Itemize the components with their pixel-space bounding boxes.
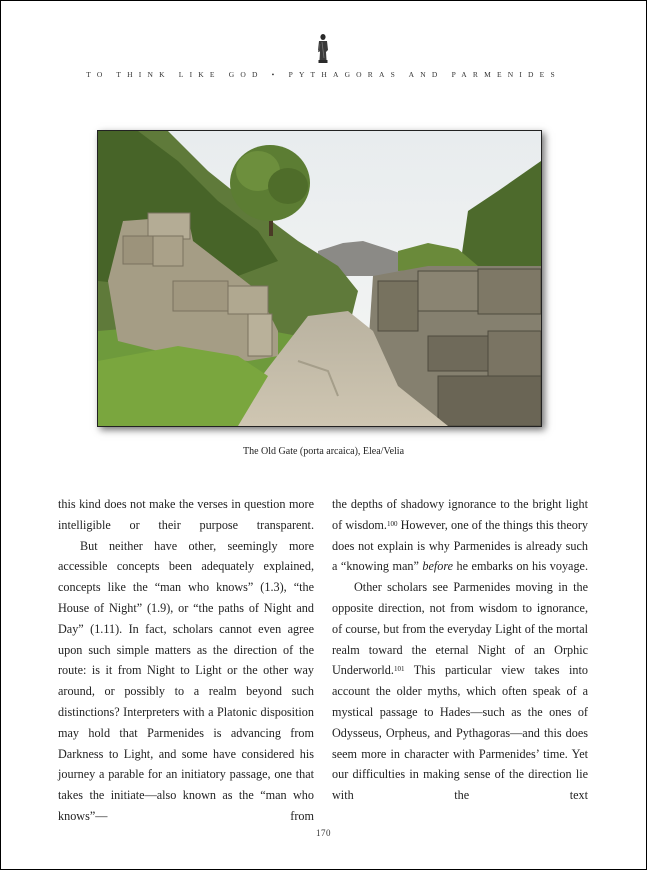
old-gate-photo (98, 131, 541, 426)
page-number: 170 (316, 828, 331, 838)
left-paragraph-2: But neither have other, seemingly more accessible concepts been adequately explained, concepts like the “man who knows” (1.3), “the House of Night” (1.9), or “the paths of Night and Day” (1.11). In fact, scholars cannot even agree upon such simple matters as the direction of the route: is it from Night to Light or the other way around, or possibly to a realm beyond such distinctions? Interpreters with a Platonic disposition may hold that Parmenides is advancing from Darkness to Light, and some have considered his journey a parable for an initiatory passage, one that takes the initiate—also known as the “man who knows”— from (58, 538, 314, 823)
footnote-ref-100[interactable]: 100 (386, 519, 398, 528)
statue-icon (315, 32, 331, 64)
right-paragraph-2: Other scholars see Parmenides moving in the opposite direction, not from wisdom to ignorance, of course, but from the everyday Light of the mortal realm toward the eternal Night of an Orphic Underworld.$^{101}$ This particular view takes into account the older myths, which often speak of a mystical passage to Hades—such as the ones of Odysseus, Orpheus, and Pythagoras—and this does seem more in character with Parmenides’ time. Yet our difficulties in making sense of the direction lie with the text (332, 580, 588, 803)
figure-photo (97, 130, 542, 427)
running-head: TO THINK LIKE GOD • PYTHAGORAS AND PARMENIDES (86, 70, 561, 79)
left-column (58, 494, 314, 827)
left-paragraph-1: this kind does not make the verses in question more intelligible or their purpose transparent. (58, 497, 314, 532)
right-paragraph-1: the depths of shadowy ignorance to the bright light of wisdom.$^{100}$ However, one of the things this theory does not explain is why Parmenides is already such a “knowing man” before he embarks on his voyage. (332, 497, 589, 574)
figure-caption: The Old Gate (porta arcaica), Elea/Velia (242, 446, 405, 457)
footnote-ref-101[interactable]: 101 (393, 665, 405, 674)
right-column (332, 494, 588, 806)
